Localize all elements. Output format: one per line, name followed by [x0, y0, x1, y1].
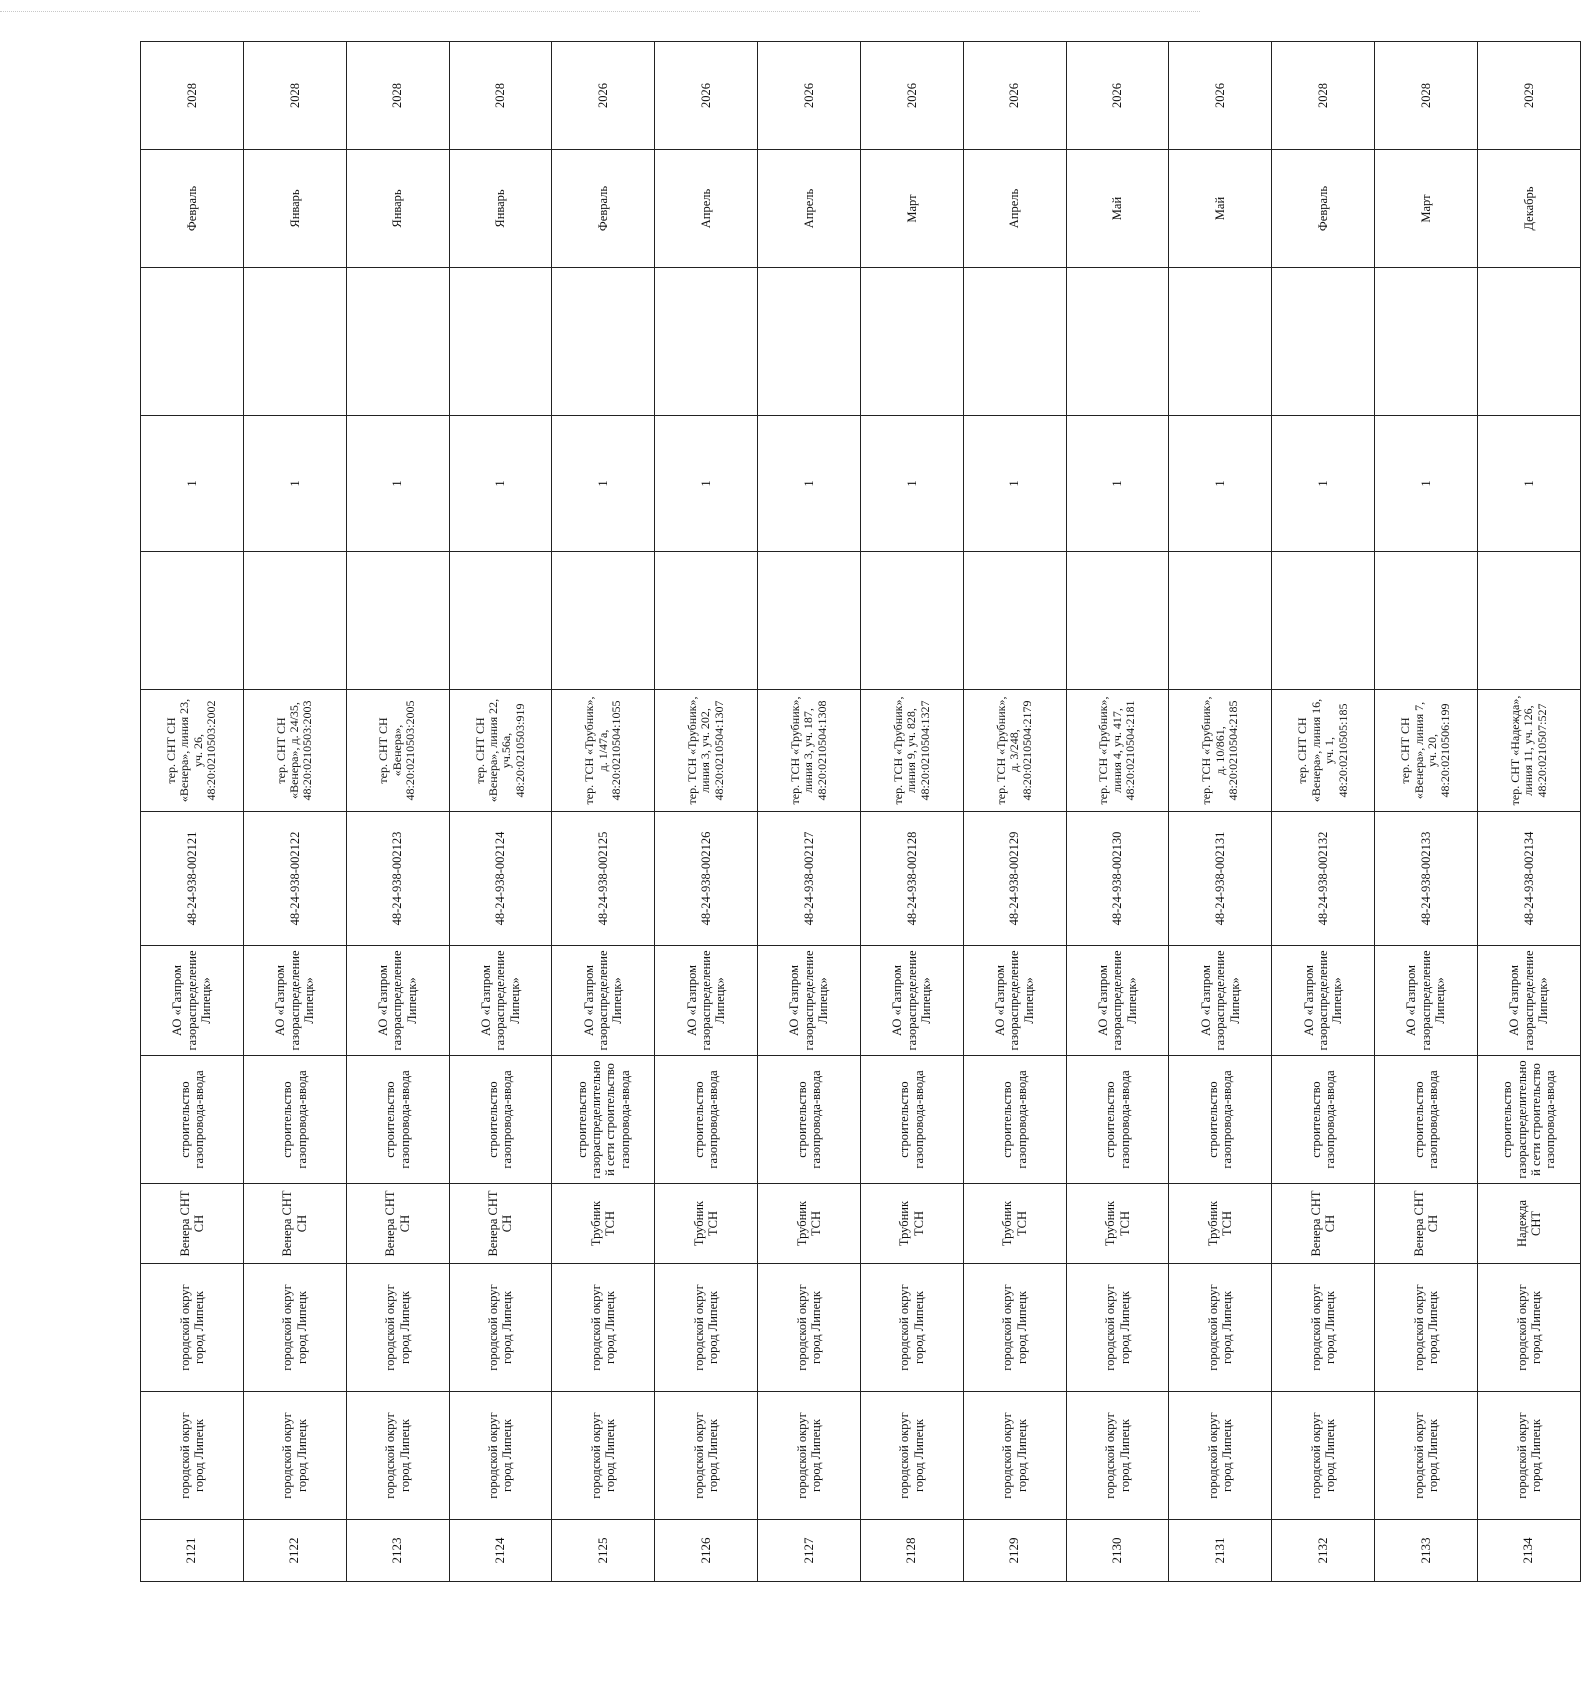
table-row: [1375, 42, 1478, 1582]
municipality-cell: городской округ город Липецк: [860, 1392, 963, 1520]
gas-organization-cell: АО «Газпром газораспределение Липецк»: [655, 946, 758, 1056]
work-type-cell: строительство газопровода-ввода: [1375, 1056, 1478, 1184]
year-cell: 2028: [243, 42, 346, 150]
rotated-table-wrapper: [140, 83, 1558, 1582]
empty-cell: [449, 268, 552, 416]
gas-organization-cell: АО «Газпром газораспределение Липецк»: [1272, 946, 1375, 1056]
table-row: [552, 42, 655, 1582]
empty-cell: [860, 552, 963, 690]
object-code-cell: 48-24-938-002131: [1169, 812, 1272, 946]
empty-cell: [141, 268, 244, 416]
municipality-cell: городской округ город Липецк: [758, 1392, 861, 1520]
gas-organization-cell: АО «Газпром газораспределение Липецк»: [1066, 946, 1169, 1056]
table-row: [655, 42, 758, 1582]
garden-partnership-cell: Трубник ТСН: [1066, 1184, 1169, 1264]
table-row: [860, 42, 963, 1582]
month-cell: Январь: [346, 150, 449, 268]
object-code-cell: 48-24-938-002134: [1477, 812, 1580, 946]
page-top-rule: [0, 11, 1200, 12]
row-number: 2130: [1066, 1520, 1169, 1582]
year-cell: 2026: [552, 42, 655, 150]
work-type-cell: строительство газораспределительной сети строительство газопровода-ввода: [1477, 1056, 1580, 1184]
empty-cell: [141, 552, 244, 690]
month-cell: Март: [1375, 150, 1478, 268]
row-number: 2128: [860, 1520, 963, 1582]
table-row: [346, 42, 449, 1582]
gas-organization-cell: АО «Газпром газораспределение Липецк»: [758, 946, 861, 1056]
empty-cell: [655, 552, 758, 690]
quantity-cell: 1: [1375, 416, 1478, 552]
empty-cell: [552, 552, 655, 690]
row-number: 2132: [1272, 1520, 1375, 1582]
empty-cell: [1375, 552, 1478, 690]
settlement-cell: городской округ город Липецк: [1272, 1264, 1375, 1392]
table-row: [449, 42, 552, 1582]
address-cell: тер. ТСН «Трубник», д. 3/248, 48:20:0210504:2179: [963, 690, 1066, 812]
empty-cell: [1272, 552, 1375, 690]
empty-cell: [758, 552, 861, 690]
municipality-cell: городской округ город Липецк: [449, 1392, 552, 1520]
settlement-cell: городской округ город Липецк: [346, 1264, 449, 1392]
garden-partnership-cell: Трубник ТСН: [1169, 1184, 1272, 1264]
table-row: [1169, 42, 1272, 1582]
gas-organization-cell: АО «Газпром газораспределение Липецк»: [141, 946, 244, 1056]
municipality-cell: городской округ город Липецк: [1272, 1392, 1375, 1520]
object-code-cell: 48-24-938-002125: [552, 812, 655, 946]
quantity-cell: 1: [552, 416, 655, 552]
quantity-cell: 1: [1169, 416, 1272, 552]
quantity-cell: 1: [1066, 416, 1169, 552]
month-cell: Январь: [243, 150, 346, 268]
gas-organization-cell: АО «Газпром газораспределение Липецк»: [243, 946, 346, 1056]
empty-cell: [655, 268, 758, 416]
address-cell: тер. СНТ СН «Венера», линия 16, уч. 1, 48:20:0210505:185: [1272, 690, 1375, 812]
settlement-cell: городской округ город Липецк: [1066, 1264, 1169, 1392]
settlement-cell: городской округ город Липецк: [860, 1264, 963, 1392]
month-cell: Апрель: [655, 150, 758, 268]
month-cell: Апрель: [758, 150, 861, 268]
municipality-cell: городской округ город Липецк: [346, 1392, 449, 1520]
empty-cell: [243, 268, 346, 416]
row-number: 2124: [449, 1520, 552, 1582]
garden-partnership-cell: Трубник ТСН: [963, 1184, 1066, 1264]
garden-partnership-cell: Трубник ТСН: [758, 1184, 861, 1264]
gas-organization-cell: АО «Газпром газораспределение Липецк»: [860, 946, 963, 1056]
work-type-cell: строительство газопровода-ввода: [1066, 1056, 1169, 1184]
address-cell: тер. СНТ СН «Венера», линия 23, уч. 26, 48:20:0210503:2002: [141, 690, 244, 812]
garden-partnership-cell: Надежда СНТ: [1477, 1184, 1580, 1264]
table-row: [1066, 42, 1169, 1582]
row-number: 2121: [141, 1520, 244, 1582]
work-type-cell: строительство газопровода-ввода: [243, 1056, 346, 1184]
table-row: [141, 42, 244, 1582]
address-cell: тер. СНТ СН «Венера», линия 7, уч. 20, 48:20:0210506:199: [1375, 690, 1478, 812]
work-type-cell: строительство газопровода-ввода: [963, 1056, 1066, 1184]
settlement-cell: городской округ город Липецк: [963, 1264, 1066, 1392]
address-cell: тер. ТСН «Трубник», линия 4, уч. 417, 48:20:0210504:2181: [1066, 690, 1169, 812]
quantity-cell: 1: [1272, 416, 1375, 552]
row-number: 2126: [655, 1520, 758, 1582]
year-cell: 2028: [1375, 42, 1478, 150]
empty-cell: [963, 268, 1066, 416]
garden-partnership-cell: Венера СНТ СН: [346, 1184, 449, 1264]
address-cell: тер. ТСН «Трубник», линия 3, уч. 202, 48:20:0210504:1307: [655, 690, 758, 812]
table-row: [963, 42, 1066, 1582]
address-cell: тер. ТСН «Трубник», линия 9, уч. 828, 48:20:0210504:1327: [860, 690, 963, 812]
row-number: 2134: [1477, 1520, 1580, 1582]
address-cell: тер. СНТ СН «Венера», линия 22, уч.56а, 48:20:0210503:919: [449, 690, 552, 812]
empty-cell: [758, 268, 861, 416]
row-number: 2133: [1375, 1520, 1478, 1582]
month-cell: Апрель: [963, 150, 1066, 268]
gas-organization-cell: АО «Газпром газораспределение Липецк»: [963, 946, 1066, 1056]
object-code-cell: 48-24-938-002133: [1375, 812, 1478, 946]
row-number: 2123: [346, 1520, 449, 1582]
municipality-cell: городской округ город Липецк: [243, 1392, 346, 1520]
work-type-cell: строительство газораспределительной сети строительство газопровода-ввода: [552, 1056, 655, 1184]
month-cell: Январь: [449, 150, 552, 268]
municipality-cell: городской округ город Липецк: [1375, 1392, 1478, 1520]
address-cell: тер. ТСН «Трубник», д. 1/47а, 48:20:0210504:1055: [552, 690, 655, 812]
object-code-cell: 48-24-938-002121: [141, 812, 244, 946]
year-cell: 2026: [860, 42, 963, 150]
row-number: 2122: [243, 1520, 346, 1582]
month-cell: Март: [860, 150, 963, 268]
work-type-cell: строительство газопровода-ввода: [346, 1056, 449, 1184]
object-code-cell: 48-24-938-002122: [243, 812, 346, 946]
empty-cell: [552, 268, 655, 416]
address-cell: тер. СНТ «Надежда», линия 11, уч. 126, 48:20:0210507:527: [1477, 690, 1580, 812]
year-cell: 2026: [655, 42, 758, 150]
object-code-cell: 48-24-938-002126: [655, 812, 758, 946]
row-number: 2131: [1169, 1520, 1272, 1582]
empty-cell: [860, 268, 963, 416]
empty-cell: [1477, 268, 1580, 416]
municipality-cell: городской округ город Липецк: [552, 1392, 655, 1520]
table-row: [1477, 42, 1580, 1582]
gas-organization-cell: АО «Газпром газораспределение Липецк»: [1375, 946, 1478, 1056]
municipality-cell: городской округ город Липецк: [963, 1392, 1066, 1520]
table-row: [243, 42, 346, 1582]
settlement-cell: городской округ город Липецк: [1169, 1264, 1272, 1392]
work-type-cell: строительство газопровода-ввода: [1169, 1056, 1272, 1184]
month-cell: Февраль: [1272, 150, 1375, 268]
year-cell: 2028: [1272, 42, 1375, 150]
garden-partnership-cell: Венера СНТ СН: [141, 1184, 244, 1264]
row-number: 2129: [963, 1520, 1066, 1582]
settlement-cell: городской округ город Липецк: [758, 1264, 861, 1392]
settlement-cell: городской округ город Липецк: [552, 1264, 655, 1392]
table-row: [758, 42, 861, 1582]
empty-cell: [243, 552, 346, 690]
object-code-cell: 48-24-938-002127: [758, 812, 861, 946]
empty-cell: [1375, 268, 1478, 416]
quantity-cell: 1: [141, 416, 244, 552]
object-code-cell: 48-24-938-002124: [449, 812, 552, 946]
object-code-cell: 48-24-938-002132: [1272, 812, 1375, 946]
row-number: 2127: [758, 1520, 861, 1582]
gas-organization-cell: АО «Газпром газораспределение Липецк»: [449, 946, 552, 1056]
settlement-cell: городской округ город Липецк: [141, 1264, 244, 1392]
year-cell: 2029: [1477, 42, 1580, 150]
month-cell: Февраль: [552, 150, 655, 268]
work-type-cell: строительство газопровода-ввода: [141, 1056, 244, 1184]
empty-cell: [1066, 552, 1169, 690]
municipality-cell: городской округ город Липецк: [1169, 1392, 1272, 1520]
work-type-cell: строительство газопровода-ввода: [860, 1056, 963, 1184]
municipality-cell: городской округ город Липецк: [655, 1392, 758, 1520]
quantity-cell: 1: [1477, 416, 1580, 552]
work-type-cell: строительство газопровода-ввода: [655, 1056, 758, 1184]
quantity-cell: 1: [655, 416, 758, 552]
empty-cell: [346, 268, 449, 416]
year-cell: 2026: [758, 42, 861, 150]
empty-cell: [1169, 268, 1272, 416]
empty-cell: [963, 552, 1066, 690]
garden-partnership-cell: Венера СНТ СН: [1272, 1184, 1375, 1264]
address-cell: тер. СНТ СН «Венера», 48:20:0210503:2005: [346, 690, 449, 812]
empty-cell: [1169, 552, 1272, 690]
settlement-cell: городской округ город Липецк: [243, 1264, 346, 1392]
month-cell: Май: [1169, 150, 1272, 268]
settlement-cell: городской округ город Липецк: [1477, 1264, 1580, 1392]
row-number: 2125: [552, 1520, 655, 1582]
garden-partnership-cell: Венера СНТ СН: [243, 1184, 346, 1264]
quantity-cell: 1: [963, 416, 1066, 552]
garden-partnership-cell: Венера СНТ СН: [449, 1184, 552, 1264]
empty-cell: [449, 552, 552, 690]
empty-cell: [1272, 268, 1375, 416]
quantity-cell: 1: [860, 416, 963, 552]
settlement-cell: городской округ город Липецк: [655, 1264, 758, 1392]
object-code-cell: 48-24-938-002129: [963, 812, 1066, 946]
year-cell: 2028: [346, 42, 449, 150]
year-cell: 2026: [1169, 42, 1272, 150]
quantity-cell: 1: [243, 416, 346, 552]
work-type-cell: строительство газопровода-ввода: [449, 1056, 552, 1184]
month-cell: Май: [1066, 150, 1169, 268]
garden-partnership-cell: Венера СНТ СН: [1375, 1184, 1478, 1264]
address-cell: тер. ТСН «Трубник», д. 10/861, 48:20:0210504:2185: [1169, 690, 1272, 812]
municipality-cell: городской округ город Липецк: [1477, 1392, 1580, 1520]
object-code-cell: 48-24-938-002130: [1066, 812, 1169, 946]
work-type-cell: строительство газопровода-ввода: [1272, 1056, 1375, 1184]
gas-organization-cell: АО «Газпром газораспределение Липецк»: [552, 946, 655, 1056]
year-cell: 2026: [963, 42, 1066, 150]
year-cell: 2028: [141, 42, 244, 150]
year-cell: 2028: [449, 42, 552, 150]
empty-cell: [1477, 552, 1580, 690]
year-cell: 2026: [1066, 42, 1169, 150]
month-cell: Декабрь: [1477, 150, 1580, 268]
gas-organization-cell: АО «Газпром газораспределение Липецк»: [1477, 946, 1580, 1056]
municipality-cell: городской округ город Липецк: [1066, 1392, 1169, 1520]
gas-organization-cell: АО «Газпром газораспределение Липецк»: [1169, 946, 1272, 1056]
garden-partnership-cell: Трубник ТСН: [655, 1184, 758, 1264]
settlement-cell: городской округ город Липецк: [449, 1264, 552, 1392]
quantity-cell: 1: [346, 416, 449, 552]
garden-partnership-cell: Трубник ТСН: [552, 1184, 655, 1264]
address-cell: тер. ТСН «Трубник», линия 3, уч. 187, 48:20:0210504:1308: [758, 690, 861, 812]
garden-partnership-cell: Трубник ТСН: [860, 1184, 963, 1264]
empty-cell: [346, 552, 449, 690]
month-cell: Февраль: [141, 150, 244, 268]
table-row: [1272, 42, 1375, 1582]
gasification-schedule-table: [140, 41, 1581, 1582]
address-cell: тер. СНТ СН «Венера», д. 24/35, 48:20:0210503:2003: [243, 690, 346, 812]
empty-cell: [1066, 268, 1169, 416]
municipality-cell: городской округ город Липецк: [141, 1392, 244, 1520]
gas-organization-cell: АО «Газпром газораспределение Липецк»: [346, 946, 449, 1056]
quantity-cell: 1: [449, 416, 552, 552]
work-type-cell: строительство газопровода-ввода: [758, 1056, 861, 1184]
object-code-cell: 48-24-938-002128: [860, 812, 963, 946]
settlement-cell: городской округ город Липецк: [1375, 1264, 1478, 1392]
quantity-cell: 1: [758, 416, 861, 552]
object-code-cell: 48-24-938-002123: [346, 812, 449, 946]
